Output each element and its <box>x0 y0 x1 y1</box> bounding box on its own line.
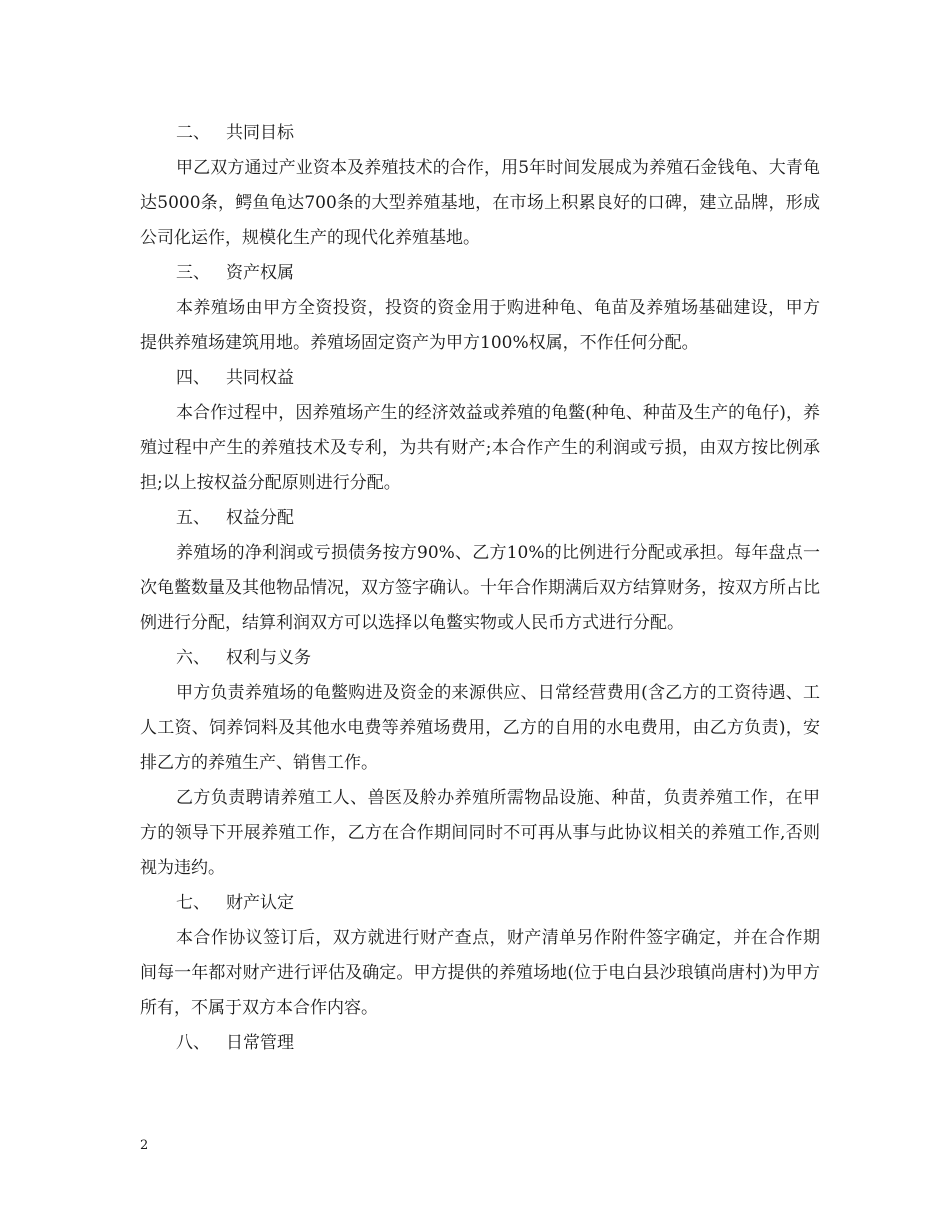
section-heading-2 <box>140 116 820 151</box>
section-paragraph: 养殖场的净利润或亏损债务按方90%、乙方10%的比例进行分配或承担。每年盘点一次龟鳖数量及其他物品情况，双方签字确认。十年合作期满后双方结算财务，按双方所占比例进行分配，结算利润双方可以选择以龟鳖实物或人民币方式进行分配。 <box>140 543 820 633</box>
section-paragraph: 本养殖场由甲方全资投资，投资的资金用于购进种龟、龟苗及养殖场基础建设，甲方提供养殖场建筑用地。养殖场固定资产为甲方100%权属，不作任何分配。 <box>140 298 820 353</box>
section-heading-8 <box>140 1026 820 1061</box>
section-title: 共同目标 <box>226 123 294 143</box>
section-heading-7 <box>140 886 820 921</box>
section-paragraph: 甲方负责养殖场的龟鳖购进及资金的来源供应、日常经营费用(含乙方的工资待遇、工人工资、饲养饲料及其他水电费等养殖场费用，乙方的自用的水电费用，由乙方负责)，安排乙方的养殖生产、销售工作。 <box>140 683 820 773</box>
section-number: 六、 <box>176 648 210 668</box>
section-title: 权益分配 <box>226 508 294 528</box>
section-title: 资产权属 <box>226 263 294 283</box>
section-number: 三、 <box>176 263 210 283</box>
section-number: 七、 <box>176 893 210 913</box>
section-title: 权利与义务 <box>226 648 311 668</box>
document-body <box>140 116 820 1061</box>
section-paragraph: 甲乙双方通过产业资本及养殖技术的合作，用5年时间发展成为养殖石金钱龟、大青龟达5000条，鳄鱼龟达700条的大型养殖基地，在市场上积累良好的口碑，建立品牌，形成公司化运作，规模化生产的现代化养殖基地。 <box>140 158 820 248</box>
section-number: 五、 <box>176 508 210 528</box>
section-title: 财产认定 <box>226 893 294 913</box>
page-number: 2 <box>140 1138 149 1153</box>
section-heading-6 <box>140 641 820 676</box>
section-heading-4 <box>140 361 820 396</box>
section-title: 日常管理 <box>226 1033 294 1053</box>
section-paragraph: 本合作过程中，因养殖场产生的经济效益或养殖的龟鳖(种龟、种苗及生产的龟仔)，养殖过程中产生的养殖技术及专利，为共有财产;本合作产生的利润或亏损，由双方按比例承担;以上按权益分配原则进行分配。 <box>140 403 820 493</box>
section-heading-5 <box>140 501 820 536</box>
section-paragraph: 本合作协议签订后，双方就进行财产查点，财产清单另作附件签字确定，并在合作期间每一年都对财产进行评估及确定。甲方提供的养殖场地(位于电白县沙琅镇尚唐村)为甲方所有，不属于双方本合作内容。 <box>140 928 820 1018</box>
section-number: 八、 <box>176 1033 210 1053</box>
section-number: 二、 <box>176 123 210 143</box>
section-heading-3 <box>140 256 820 291</box>
section-number: 四、 <box>176 368 210 388</box>
section-title: 共同权益 <box>226 368 294 388</box>
section-paragraph: 乙方负责聘请养殖工人、兽医及舲办养殖所需物品设施、种苗，负责养殖工作，在甲方的领导下开展养殖工作，乙方在合作期间同时不可再从事与此协议相关的养殖工作,否则视为违约。 <box>140 788 820 878</box>
